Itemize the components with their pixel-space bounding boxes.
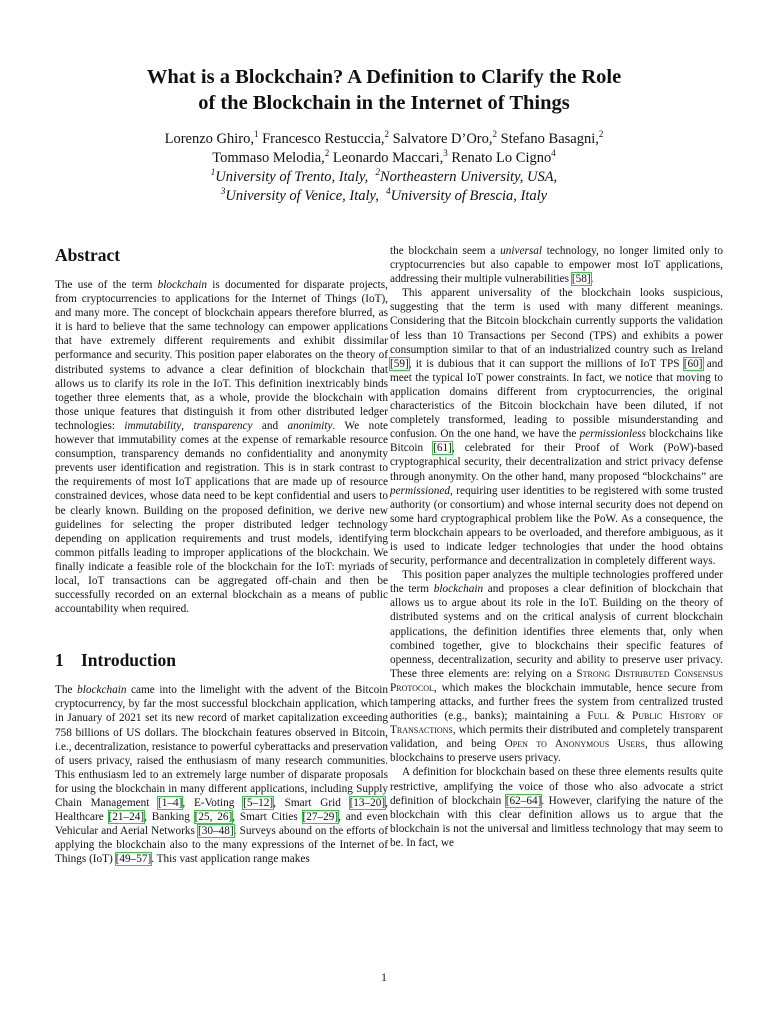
section-title: Introduction <box>81 650 176 671</box>
author: Stefano Basagni, <box>500 131 599 147</box>
abstract-paragraph: The use of the term blockchain is documented for disparate projects, from cryptocurrencies to applications for the Internet of Things (IoT), and many more. The concept of blockchain appears therefore blurred, as it is hard to believe that the same technology can empower applications that have extremely different requirements and exhibit dissimilar performance and security. This position paper elaborates on the theory of distributed systems to advance a clear definition of blockchain that allows us to clarify its role in the IoT. This definition inextricably binds together three elements that, as a whole, provide the blockchain with those unique features that distinguish it from other distributed ledger technologies: immutability, transparency and anonimity. We note however that immutability comes at the expense of remarkable resource consumption, transparency demands no confidentiality and anonymity prevents user identification and registration. This is in stark contrast to the requirements of most IoT applications that are made up of resource constrained devices, whose data need to be kept confidential and users to be clearly known. Building on the proposed definition, we derive new guidelines for selecting the proper distributed ledger technology depending on application requirements and trust models, identifying common pitfalls leading to improper applications of the blockchain. We finally indicate a feasible role of the blockchain for the IoT: myriads of local, IoT transactions can be aggregated off-chain and then be successfully recorded on an external blockchain as a means of public accountability when required. <box>55 279 388 616</box>
citation-link[interactable]: [27–29] <box>302 811 339 824</box>
author-line-2: Tommaso Melodia,$^2$ Leonardo Maccari,$^3$ Renato Lo Cigno$^4$ <box>212 148 556 166</box>
affiliation: University of Venice, Italy, <box>225 188 383 204</box>
left-column <box>55 244 388 866</box>
introduction-heading <box>55 649 388 671</box>
citation-link[interactable]: [21–24] <box>108 811 145 824</box>
citation-link[interactable]: [61] <box>433 442 452 455</box>
author: Tommaso Melodia, <box>212 150 325 166</box>
section-number: 1 <box>55 650 64 671</box>
citation-link[interactable]: [13–20] <box>349 797 386 809</box>
author: Lorenzo Ghiro, <box>164 131 254 147</box>
body-paragraph: This apparent universality of the blockchain looks suspicious, suggesting that the term is used with many different meanings. Considering that the Bitcoin blockchain currently supports the validation of less than 10 Transactions per Second (TPS) and exhibits a power consumption similar to that of an industrialized country such as Ireland [59], it is dubious that it can support the millions of IoT TPS [60] and meet the typical IoT power constraints. In fact, we notice that moving to application domains different from cryptocurrencies, the original characteristics of the Bitcoin blockchain have been diluted, if not completely transformed, leading to possible misunderstanding and confusion. On the one hand, we have the permissionless blockchains like Bitcoin [61], celebrated for their Proof of Work (PoW)-based cryptographical security, their decentralization and strict privacy defense through anonymity. On the other hand, many proposed “blockchains” are permissioned, requiring user identities to be registered with some trusted authority (or consortium) and whose internal security does not depend on some hard cryptographical problem like the PoW. As a consequence, the term blockchain appears to be overloaded, and therefore ambiguous, as it is used to indicate ledger technologies that under the hood obtains security, performance and decentralization in completely different ways. <box>390 287 723 568</box>
citation-link[interactable]: [1–4] <box>158 797 183 809</box>
abstract-heading: Abstract <box>55 245 121 265</box>
affiliation-line-1: $^1$University of Trento, Italy, $^2$Northeastern University, USA, <box>210 167 558 185</box>
author-block <box>40 130 728 206</box>
citation-link[interactable]: [59] <box>390 357 409 370</box>
affiliation: University of Brescia, Italy <box>390 188 548 204</box>
paper-title <box>40 64 728 116</box>
affiliation-line-2: $^3$University of Venice, Italy, $^4$University of Brescia, Italy <box>220 186 548 204</box>
citation-link[interactable]: [5–12] <box>243 797 274 809</box>
author: Salvatore D’Oro, <box>392 131 493 147</box>
body-paragraph: A definition for blockchain based on these three elements results quite restrictive, amplifying the voice of those who also advocate a strict definition of blockchain [62–64]. However, clarifying the nature of the blockchain with this clear definition allows us to argue that the blockchain is not the universal and limitless technology that may seem to be. In fact, we <box>390 766 723 849</box>
citation-link[interactable]: [49–57] <box>115 853 152 866</box>
title-line-2: of the Blockchain in the Internet of Things <box>198 92 570 114</box>
intro-paragraph: The blockchain came into the limelight with the advent of the Bitcoin cryptocurrency, by far the most successful blockchain application, which in January of 2021 set its new record of market capitalization exceeding 758 billions of US dollars. The blockchain features observed in Bitcoin, i.e., decentralization, resistance to powerful cyberattacks and preservation of users privacy, raised the enthusiasm of many research communities. This enthusiasm led to an extremely large number of disparate proposals for using the blockchain in many different applications, including Supply Chain Management [1–4], E-Voting [5–12], Smart Grid [13–20], Healthcare [21–24], Banking [25, 26], Smart Cities [27–29], and even Vehicular and Aerial Networks [30–48]. Surveys abound on the efforts of applying the blockchain also to the many expressions of the Internet of Things (IoT) [49–57]. This vast application range makes <box>55 684 389 866</box>
author-line-1: Lorenzo Ghiro,$^1$ Francesco Restuccia,$^2$ Salvatore D’Oro,$^2$ Stefano Basagni,$^2$ <box>164 129 604 147</box>
author: Leonardo Maccari, <box>332 150 444 166</box>
author: Renato Lo Cigno <box>451 150 552 166</box>
title-line-1: What is a Blockchain? A Definition to Clarify the Role <box>146 66 622 88</box>
affiliation: Northeastern University, USA, <box>379 169 558 185</box>
affiliation: University of Trento, Italy, <box>215 169 372 185</box>
body-paragraph: This position paper analyzes the multiple technologies proffered under the term blockchain and proposes a clear definition of blockchain that allows us to argue about its role in the IoT. Building on the theory of distributed systems and on the critical analysis of current blockchain applications, the definition identifies three elements that, only when combined together, give to blockchains their specific features of openness, decentralization, security and ability to preserve user privacy. These three elements are: relying on a Strong Distributed Consensus Protocol, which makes the blockchain immutable, hence secure from tampering attacks, and further frees the system from centralized trusted authorities (e.g., banks); maintaining a Full & Public History of Transactions, which permits their distributed and completely transparent validation, and being Open to Anonymous Users, thus allowing blockchains to preserve users privacy. <box>390 569 724 765</box>
citation-link[interactable]: [62–64] <box>505 794 542 807</box>
page-number: 1 <box>381 972 387 984</box>
citation-link[interactable]: [60] <box>683 357 703 370</box>
citation-link[interactable]: [58] <box>571 273 591 286</box>
citation-link[interactable]: [30–48] <box>198 825 234 838</box>
author: Francesco Restuccia, <box>262 131 385 147</box>
citation-link[interactable]: [25, 26] <box>194 811 233 824</box>
right-column <box>390 244 723 850</box>
body-paragraph: the blockchain seem a universal technology, no longer limited only to cryptocurrencies but also capable to empower most IoT applications, addressing their multiple vulnerabilities [58]. <box>390 245 723 286</box>
